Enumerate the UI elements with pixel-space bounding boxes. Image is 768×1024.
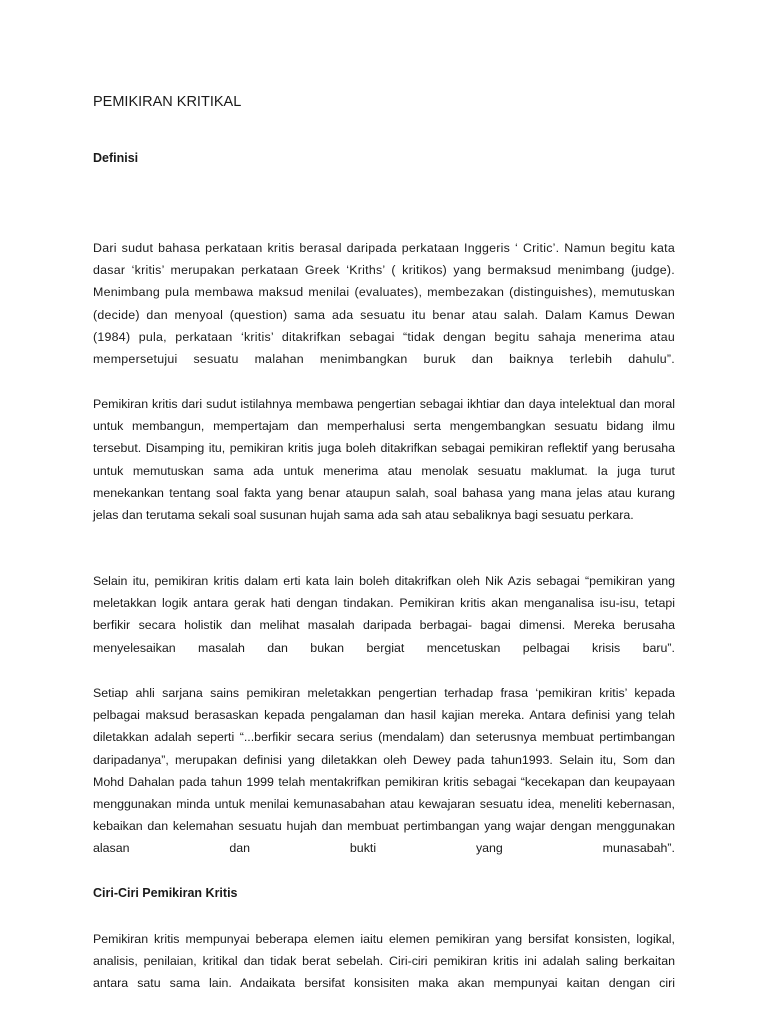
section-heading-ciri-ciri: Ciri-Ciri Pemikiran Kritis	[93, 886, 238, 900]
paragraph-2: Pemikiran kritis dari sudut istilahnya membawa pengertian sebagai ikhtiar dan daya intelektual dan moral untuk membangun, mempertajam dan memperhalusi serta mengembangkan sesuatu bidang ilmu tersebut. Disamping itu, pemikiran kritis juga boleh ditakrifkan sebagai pemikiran reflektif yang berusaha untuk memutuskan sama ada untuk menerima atau menolak sesuatu maklumat. Ia juga turut menekankan tentang soal fakta yang benar ataupun salah, soal bahasa yang mana jelas atau kurang jelas dan terutama sekali soal susunan hujah sama ada sah atau sebaliknya bagi sesuatu perkara.	[93, 397, 675, 523]
document-title: PEMIKIRAN KRITIKAL	[93, 94, 242, 110]
section-heading-definisi: Definisi	[93, 151, 139, 165]
paragraph-3: Selain itu, pemikiran kritis dalam erti kata lain boleh ditakrifkan oleh Nik Azis sebagai “pemikiran yang meletakkan logik antara gerak hati dengan tindakan. Pemikiran kritis akan menganalisa isu-isu, tetapi berfikir secara holistik dan melihat masalah daripada berbagai- bagai dimensi. Mereka berusaha menyelesaikan masalah dan bukan bergiat mencetuskan pelbagai krisis baru”.	[93, 574, 675, 655]
paragraph-1: Dari sudut bahasa perkataan kritis berasal daripada perkataan Inggeris ‘ Critic’. Namun begitu kata dasar ‘kritis’ merupakan perkataan Greek ‘Kriths’ ( kritikos) yang bermaksud menimbang (judge). Menimbang pula membawa maksud menilai (evaluates), membezakan (distinguishes), memutuskan (decide) dan menyoal (question) sama ada sesuatu itu benar atau salah. Dalam Kamus Dewan (1984) pula, perkataan ‘kritis’ ditakrifkan sebagai “tidak dengan begitu sahaja menerima atau mempersetujui sesuatu malahan menimbangkan buruk dan baiknya terlebih dahulu”.	[93, 241, 675, 367]
paragraph-5: Pemikiran kritis mempunyai beberapa elemen iaitu elemen pemikiran yang bersifat konsisten, logikal, analisis, penilaian, kritikal dan tidak berat sebelah. Ciri-ciri pemikiran kritis ini adalah saling berkaitan antara satu sama lain. Andaikata bersifat konsisiten maka akan mempunyai kaitan dengan ciri	[93, 932, 675, 991]
paragraph-4: Setiap ahli sarjana sains pemikiran meletakkan pengertian terhadap frasa ‘pemikiran kritis’ kepada pelbagai maksud berasaskan kepada pengalaman dan hasil kajian mereka. Antara definisi yang telah diletakkan adalah seperti “...berfikir secara serius (mendalam) dan seterusnya membuat pertimbangan daripadanya”, merupakan definisi yang diletakkan oleh Dewey pada tahun1993. Selain itu, Som dan Mohd Dahalan pada tahun 1999 telah mentakrifkan pemikiran kritis sebagai “kecekapan dan keupayaan menggunakan minda untuk menilai kemunasabahan atau kewajaran sesuatu idea, meneliti kebernasan, kebaikan dan kelemahan sesuatu hujah dan membuat pertimbangan yang wajar dengan menggunakan alasan dan bukti yang munasabah”.	[93, 686, 675, 856]
